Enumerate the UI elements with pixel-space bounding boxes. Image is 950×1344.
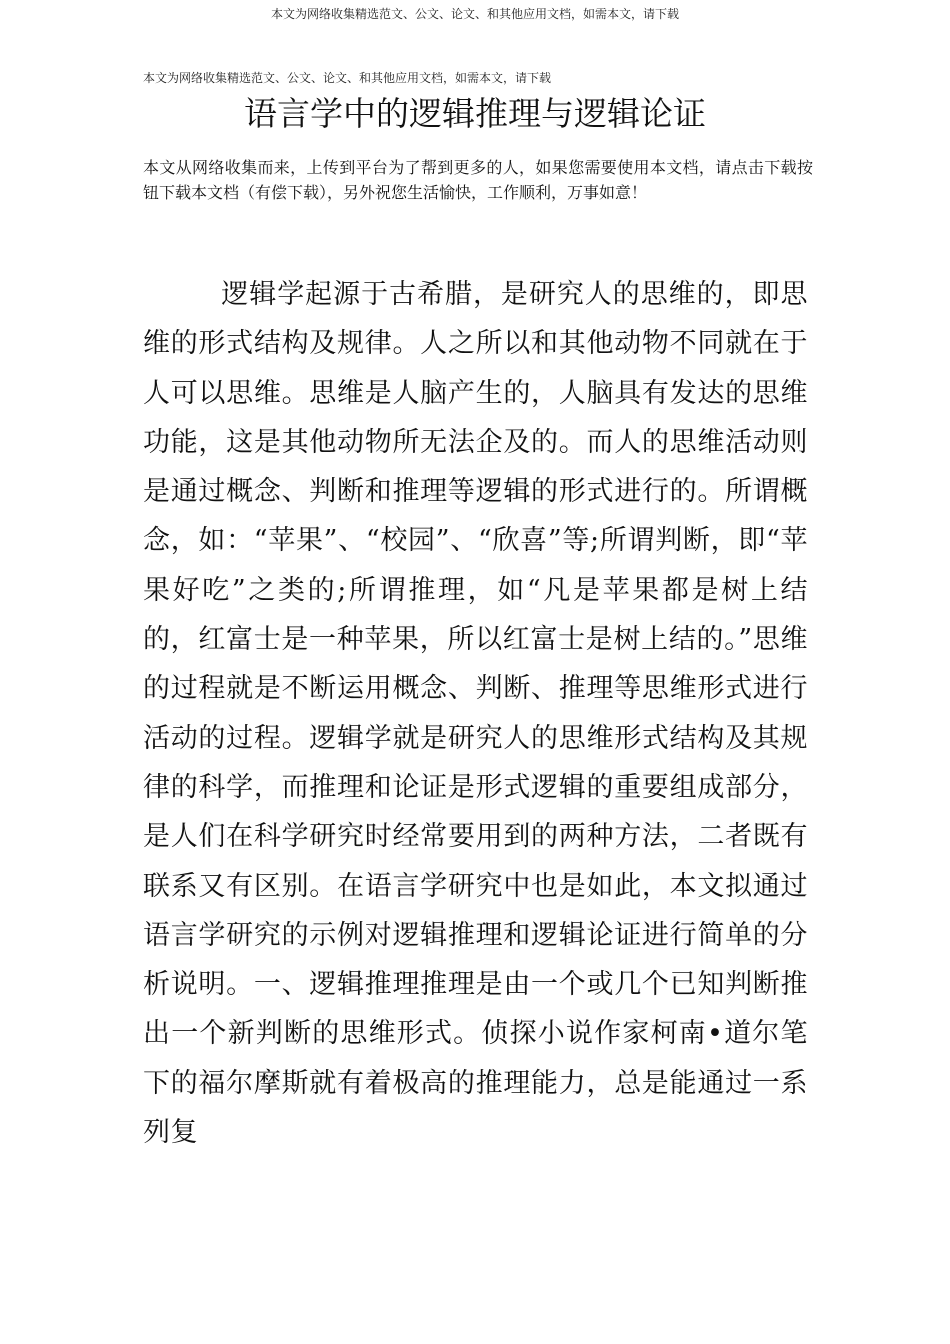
sub-banner: 本文为网络收集精选范文、公文、论文、和其他应用文档，如需本文，请下载 <box>143 71 552 85</box>
document-title: 语言学中的逻辑推理与逻辑论证 <box>244 94 706 133</box>
download-notice: 本文从网络收集而来，上传到平台为了帮到更多的人，如果您需要使用本文档，请点击下载按钮下载本文档（有偿下载），另外祝您生活愉快，工作顺利，万事如意！ <box>143 158 813 202</box>
body-paragraph: 逻辑学起源于古希腊，是研究人的思维的，即思维的形式结构及规律。人之所以和其他动物不同就在于人可以思维。思维是人脑产生的，人脑具有发达的思维功能，这是其他动物所无法企及的。而人的思维活动则是通过概念、判断和推理等逻辑的形式进行的。所谓概念，如：“苹果”、“校园”、“欣喜”等;所谓判断，即“苹果好吃”之类的;所谓推理，如“凡是苹果都是树上结的，红富士是一种苹果，所以红富士是树上结的。”思维的过程就是不断运用概念、判断、推理等思维形式进行活动的过程。逻辑学就是研究人的思维形式结构及其规律的科学，而推理和论证是形式逻辑的重要组成部分，是人们在科学研究时经常要用到的两种方法，二者既有联系又有区别。在语言学研究中也是如此，本文拟通过语言学研究的示例对逻辑推理和逻辑论证进行简单的分析说明。一、逻辑推理推理是由一个或几个已知判断推出一个新判断的思维形式。侦探小说作家柯南•道尔笔下的福尔摩斯就有着极高的推理能力，总是能通过一系列复 <box>143 279 808 1149</box>
top-banner: 本文为网络收集精选范文、公文、论文、和其他应用文档，如需本文，请下载 <box>270 7 679 21</box>
